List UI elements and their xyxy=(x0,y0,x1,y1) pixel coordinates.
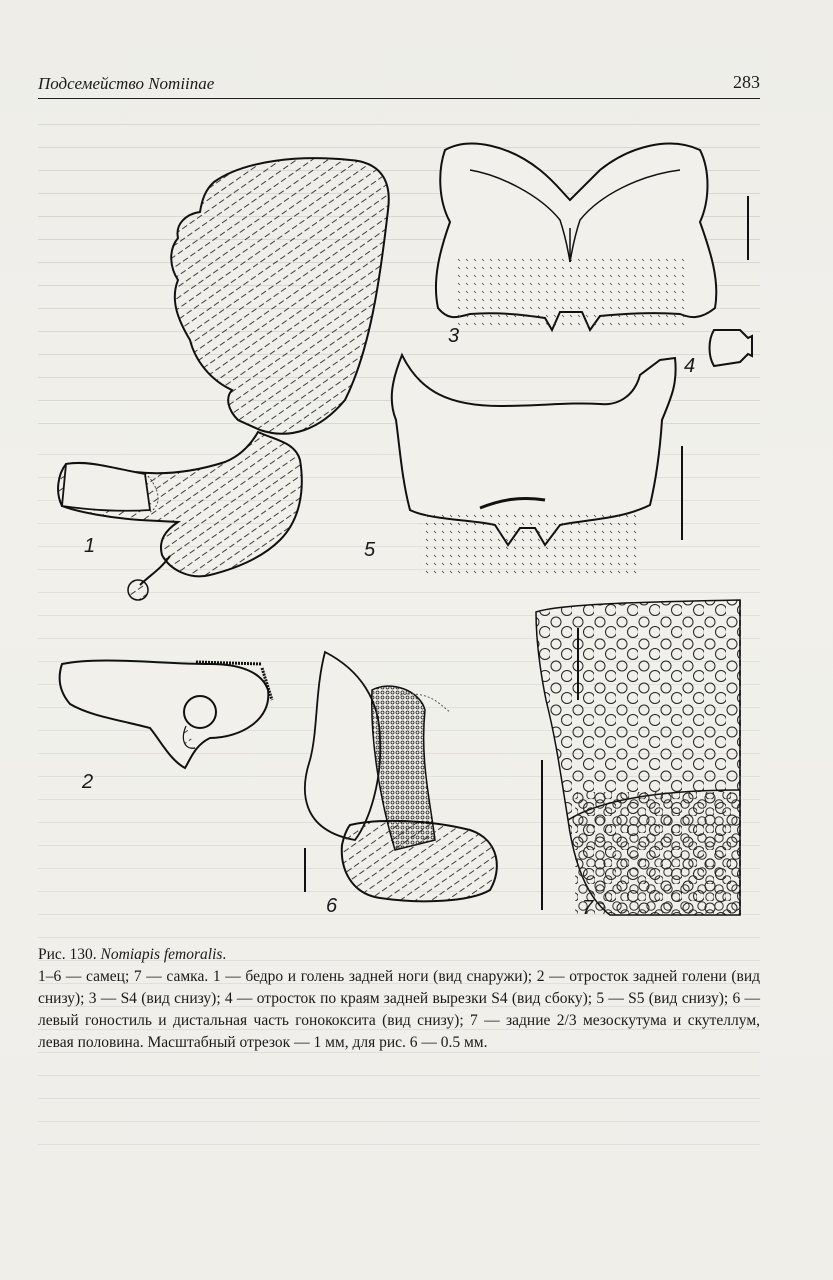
figure-label-7: 7 xyxy=(582,897,594,919)
figure-5-sternite-5-drawing xyxy=(392,355,682,575)
figure-3-sternite-4-drawing xyxy=(436,144,748,330)
figure-label-1: 1 xyxy=(84,535,96,557)
page-number: 283 xyxy=(733,72,760,92)
caption-species-end: . xyxy=(222,946,227,963)
figure-label-2: 2 xyxy=(82,771,94,793)
figure-4-process-drawing xyxy=(710,330,753,366)
figure-7-mesoscutum-drawing xyxy=(536,600,740,915)
caption-text: 1–6 — самец; 7 — самка. 1 — бедро и голень задней ноги (вид снаружи); 2 — отросток задней голени (вид снизу); 3 — S4 (вид снизу); 4 — отросток по краям задней вырезки S4 (вид сбоку); 5 — S5 (вид снизу); 6 — левый гоностиль и дистальная часть гонококсита (вид снизу); 7 — задние 2/3 мезоскутума и скутеллум, левая половина. Масштабный отрезок — 1 мм, для рис. 6 — 0.5 мм. xyxy=(38,968,760,1051)
figure-2-tibial-process-drawing xyxy=(60,660,272,768)
figure-label-3: 3 xyxy=(448,325,460,347)
caption-prefix: Рис. 130. xyxy=(38,946,101,963)
figure-label-6: 6 xyxy=(326,895,338,917)
caption-species: Nomiapis femoralis xyxy=(100,946,223,963)
figure-label-4: 4 xyxy=(684,355,696,377)
figure-1-leg-drawing xyxy=(58,158,389,600)
running-title: Подсемейство Nomiinae xyxy=(38,74,215,93)
figure-label-5: 5 xyxy=(364,539,376,561)
caption-title xyxy=(38,944,760,966)
figure-caption xyxy=(38,944,760,1054)
figure-6-gonostylus-drawing xyxy=(305,652,497,901)
